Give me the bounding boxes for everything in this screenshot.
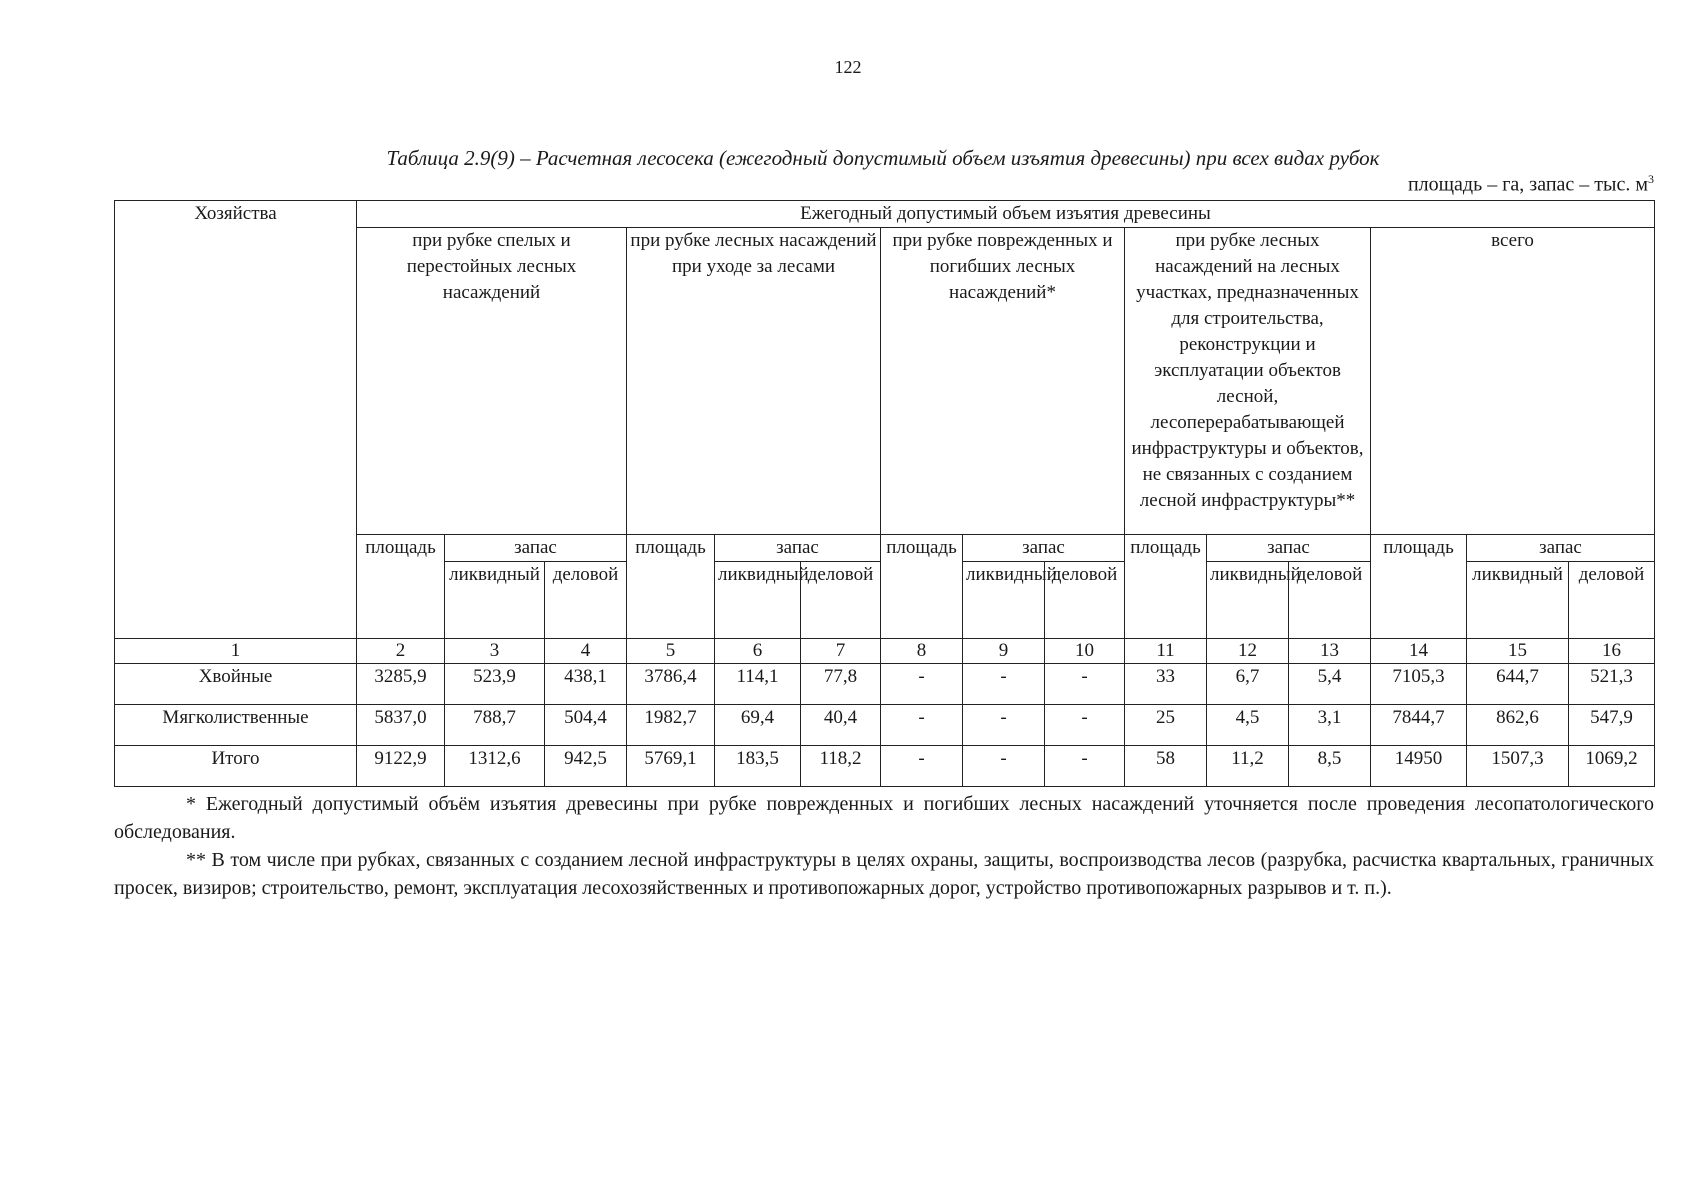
table-cell: -: [1045, 664, 1125, 705]
column-numbers-row: [115, 639, 1655, 664]
header-group-total: всего: [1371, 228, 1655, 535]
table-cell: 9122,9: [357, 746, 445, 787]
column-number: 12: [1207, 639, 1289, 664]
table-cell: 5837,0: [357, 705, 445, 746]
table-cell: -: [881, 705, 963, 746]
header-group-mature: при рубке спелых и перестойных лесных насаждений: [357, 228, 627, 535]
table-cell: -: [963, 705, 1045, 746]
header-liquid: ликвидный: [1467, 562, 1569, 639]
table-title: Таблица 2.9(9) – Расчетная лесосека (ежегодный допустимый объем изъятия древесины) при всех видах рубок: [386, 146, 1380, 170]
header-liquid: ликвидный: [445, 562, 545, 639]
column-number: 11: [1125, 639, 1207, 664]
column-number: 10: [1045, 639, 1125, 664]
column-number: 5: [627, 639, 715, 664]
row-label: Итого: [115, 746, 357, 787]
page-number: 122: [834, 57, 862, 77]
header-liquid: ликвидный: [715, 562, 801, 639]
units-superscript: 3: [1648, 172, 1654, 186]
header-liquid: ликвидный: [963, 562, 1045, 639]
table-cell: 3285,9: [357, 664, 445, 705]
header-group-care: при рубке лесных насаждений при уходе за лесами: [627, 228, 881, 535]
table-cell: -: [963, 746, 1045, 787]
table-cell: 58: [1125, 746, 1207, 787]
table-cell: 118,2: [801, 746, 881, 787]
table-cell: 788,7: [445, 705, 545, 746]
column-number: 7: [801, 639, 881, 664]
table-cell: -: [1045, 705, 1125, 746]
table-cell: 7105,3: [1371, 664, 1467, 705]
table-cell: 183,5: [715, 746, 801, 787]
header-commercial: деловой: [1289, 562, 1371, 639]
table-cell: 438,1: [545, 664, 627, 705]
column-number: 2: [357, 639, 445, 664]
table-cell: -: [881, 664, 963, 705]
table-cell: 25: [1125, 705, 1207, 746]
column-number: 9: [963, 639, 1045, 664]
table-cell: 8,5: [1289, 746, 1371, 787]
column-number: 3: [445, 639, 545, 664]
table-cell: 6,7: [1207, 664, 1289, 705]
header-commercial: деловой: [1045, 562, 1125, 639]
table-cell: 1312,6: [445, 746, 545, 787]
header-stock: запас: [445, 535, 627, 562]
row-label: Хвойные: [115, 664, 357, 705]
column-number: 13: [1289, 639, 1371, 664]
table-cell: 11,2: [1207, 746, 1289, 787]
table-cell: 504,4: [545, 705, 627, 746]
header-commercial: деловой: [801, 562, 881, 639]
table-cell: 862,6: [1467, 705, 1569, 746]
header-farms: Хозяйства: [115, 201, 357, 639]
header-area: площадь: [627, 535, 715, 639]
table-cell: 7844,7: [1371, 705, 1467, 746]
table-row-total: [115, 746, 1655, 787]
header-stock: запас: [715, 535, 881, 562]
table-cell: 33: [1125, 664, 1207, 705]
table-cell: 942,5: [545, 746, 627, 787]
header-area: площадь: [1371, 535, 1467, 639]
table-cell: 5769,1: [627, 746, 715, 787]
header-commercial: деловой: [545, 562, 627, 639]
table-cell: 1069,2: [1569, 746, 1655, 787]
table-cell: 14950: [1371, 746, 1467, 787]
footnote-damaged: * Ежегодный допустимый объём изъятия древесины при рубке поврежденных и погибших лесных насаждений уточняется после проведения лесопатологического обследования.: [114, 793, 1654, 843]
table-cell: 521,3: [1569, 664, 1655, 705]
table-cell: 114,1: [715, 664, 801, 705]
header-stock: запас: [963, 535, 1125, 562]
header-liquid: ликвидный: [1207, 562, 1289, 639]
table-cell: -: [1045, 746, 1125, 787]
header-group-damaged: при рубке поврежденных и погибших лесных насаждений*: [881, 228, 1125, 535]
column-number: 8: [881, 639, 963, 664]
footnotes: [114, 790, 1654, 902]
table-cell: 40,4: [801, 705, 881, 746]
header-stock: запас: [1467, 535, 1655, 562]
header-main: Ежегодный допустимый объем изъятия древесины: [357, 201, 1655, 228]
column-number: 6: [715, 639, 801, 664]
header-group-construction: при рубке лесных насаждений на лесных участках, предназначенных для строительства, реконструкции и эксплуатации объектов лесной, лесоперерабатывающей инфраструктуры и объектов, не связанных с созданием лесной инфраструктуры**: [1125, 228, 1371, 535]
column-number: 16: [1569, 639, 1655, 664]
column-number: 14: [1371, 639, 1467, 664]
table-row-conifers: [115, 664, 1655, 705]
header-area: площадь: [881, 535, 963, 639]
column-number: 1: [115, 639, 357, 664]
table-cell: 3786,4: [627, 664, 715, 705]
column-number: 4: [545, 639, 627, 664]
table-cell: 3,1: [1289, 705, 1371, 746]
table-cell: 1982,7: [627, 705, 715, 746]
table-cell: 523,9: [445, 664, 545, 705]
header-area: площадь: [1125, 535, 1207, 639]
row-label: Мягколиственные: [115, 705, 357, 746]
header-area: площадь: [357, 535, 445, 639]
table-cell: 1507,3: [1467, 746, 1569, 787]
table-row-softwood: [115, 705, 1655, 746]
table-cell: 4,5: [1207, 705, 1289, 746]
footnote-infrastructure: ** В том числе при рубках, связанных с созданием лесной инфраструктуры в целях охраны, защиты, воспроизводства лесов (разрубка, расчистка квартальных, граничных просек, визиров; строительство, ремонт, эксплуатация лесохозяйственных и противопожарных дорог, устройство противопожарных разрывов и т. п.).: [114, 849, 1654, 899]
units-note: [1408, 172, 1654, 197]
table-cell: 77,8: [801, 664, 881, 705]
table-cell: 547,9: [1569, 705, 1655, 746]
table-cell: -: [963, 664, 1045, 705]
table-cell: -: [881, 746, 963, 787]
table-cell: 5,4: [1289, 664, 1371, 705]
header-stock: запас: [1207, 535, 1371, 562]
table-cell: 69,4: [715, 705, 801, 746]
units-text: площадь – га, запас – тыс. м: [1407, 173, 1648, 196]
column-number: 15: [1467, 639, 1569, 664]
table-cell: 644,7: [1467, 664, 1569, 705]
allowable-cut-table: [114, 200, 1655, 787]
header-commercial: деловой: [1569, 562, 1655, 639]
